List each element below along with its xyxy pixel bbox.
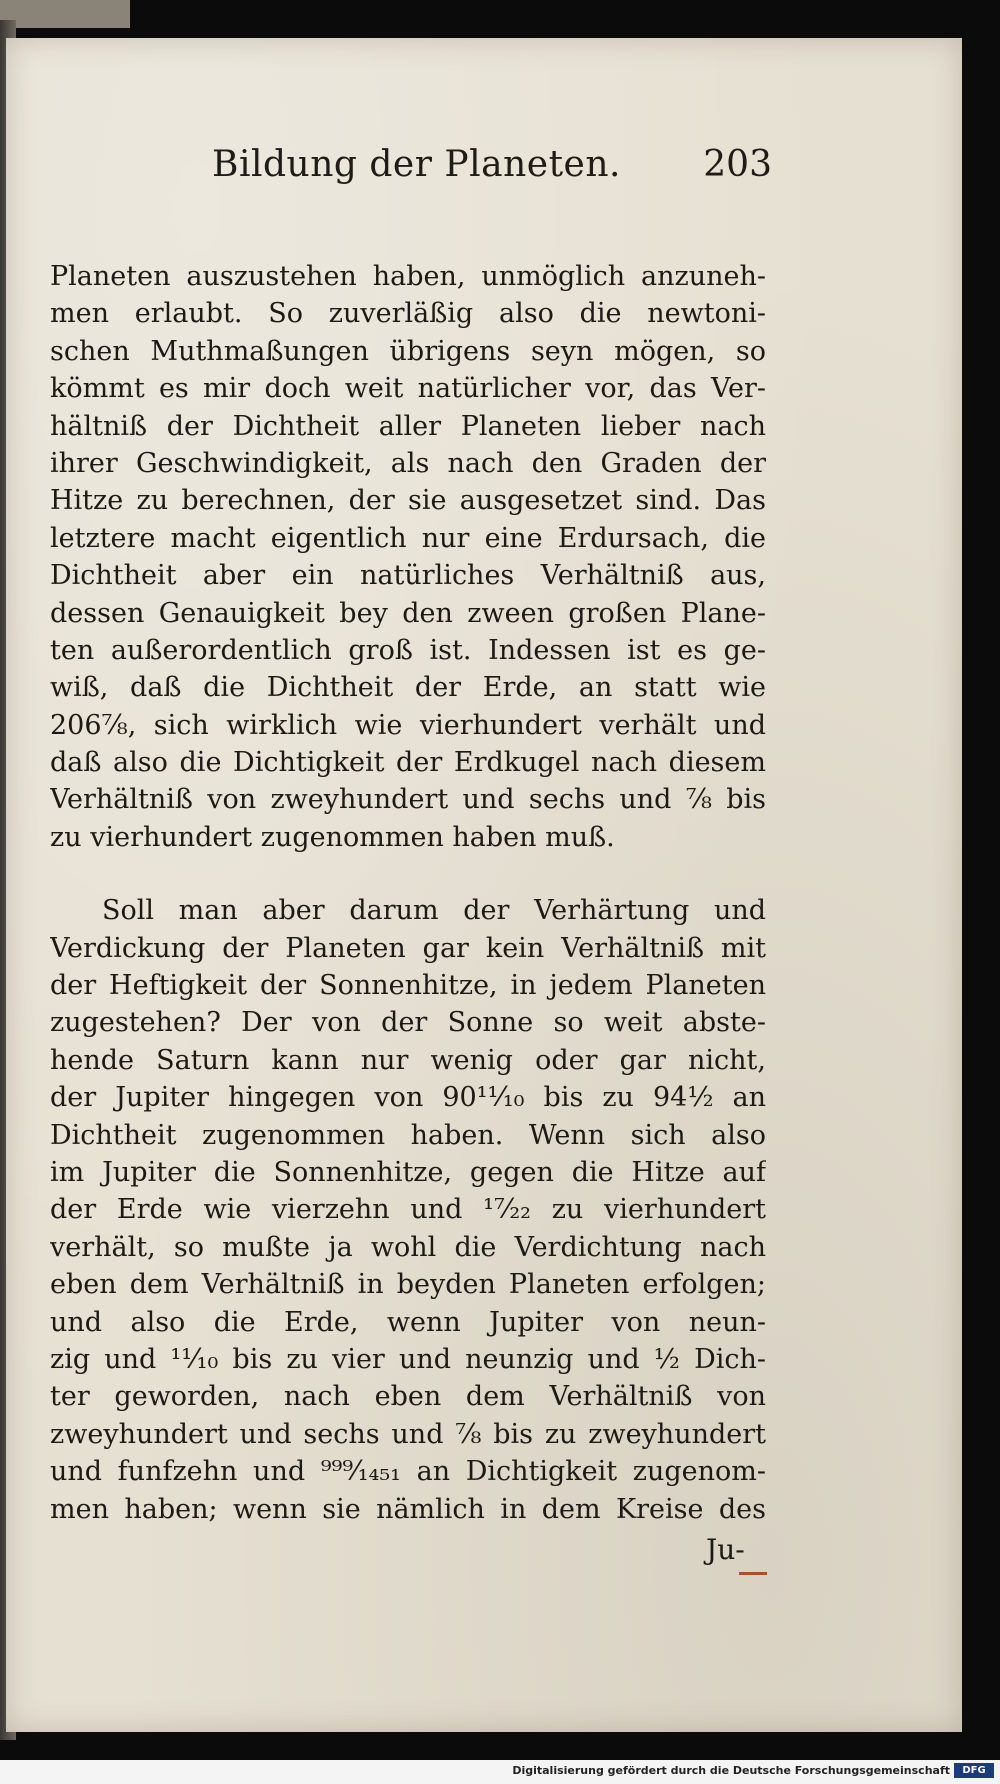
- text-line: Soll man aber darum der Verhärtung und: [102, 895, 766, 927]
- paragraph-2: [50, 892, 766, 1528]
- text-line: Verhältniß von zweyhundert und sechs und ⅞ bis: [50, 784, 766, 816]
- text-line: zu vierhundert zugenommen haben muß.: [50, 821, 615, 853]
- digitization-credit: Digitalisierung gefördert durch die Deutsche Forschungsgemeinschaft: [512, 1764, 950, 1777]
- text-line: hältniß der Dichtheit aller Planeten lieber nach: [50, 410, 766, 442]
- text-line: im Jupiter die Sonnenhitze, gegen die Hitze auf: [50, 1156, 766, 1188]
- text-line: der Heftigkeit der Sonnenhitze, in jedem Planeten: [50, 970, 766, 1002]
- text-line: eben dem Verhältniß in beyden Planeten erfolgen;: [50, 1269, 766, 1301]
- page-header: [212, 144, 772, 204]
- catchword: Ju-: [706, 1533, 745, 1566]
- text-line: verhält, so mußte ja wohl die Verdichtung nach: [50, 1231, 766, 1263]
- text-line: zig und ¹¹⁄₁₀ bis zu vier und neunzig und ½ Dich-: [50, 1343, 766, 1375]
- text-line: ten außerordentlich groß ist. Indessen ist es ge-: [50, 634, 766, 666]
- text-line: ihrer Geschwindigkeit, als nach den Graden der: [50, 447, 766, 479]
- paragraph-1: [50, 258, 766, 856]
- text-line: der Jupiter hingegen von 90¹¹⁄₁₀ bis zu 94½ an: [50, 1082, 766, 1114]
- text-line: Planeten auszustehen haben, unmöglich anzuneh-: [50, 261, 766, 292]
- running-title: Bildung der Planeten.: [212, 144, 621, 185]
- text-line: schen Muthmaßungen übrigens seyn mögen, so: [50, 335, 766, 367]
- text-line: hende Saturn kann nur wenig oder gar nicht,: [50, 1044, 766, 1076]
- text-line: daß also die Dichtigkeit der Erdkugel nach diesem: [50, 747, 766, 779]
- text-line: Dichtheit zugenommen haben. Wenn sich also: [50, 1119, 766, 1151]
- text-line: 206⅞, sich wirklich wie vierhundert verhält und: [50, 709, 766, 741]
- book-page: [6, 38, 962, 1732]
- text-line: und funfzehn und ⁹⁹⁹⁄₁₄₅₁ an Dichtigkeit zugenom-: [50, 1456, 766, 1488]
- text-line: ter geworden, nach eben dem Verhältniß von: [50, 1381, 766, 1413]
- text-line: zugestehen? Der von der Sonne so weit abste-: [50, 1007, 766, 1039]
- text-line: dessen Genauigkeit bey den zween großen Plane-: [50, 597, 766, 629]
- book-edge: [0, 0, 130, 28]
- text-line: wiß, daß die Dichtheit der Erde, an statt wie: [50, 672, 766, 704]
- text-line: Verdickung der Planeten gar kein Verhältniß mit: [50, 932, 766, 964]
- text-line: der Erde wie vierzehn und ¹⁷⁄₂₂ zu vierhundert: [50, 1194, 766, 1226]
- text-line: men erlaubt. So zuverläßig also die newtoni-: [50, 298, 766, 330]
- page-number: 203: [703, 144, 772, 185]
- paragraph-gap: [50, 856, 766, 892]
- text-line: zweyhundert und sechs und ⅞ bis zu zweyhundert: [50, 1418, 766, 1450]
- body-text: [50, 258, 766, 1528]
- text-line: Dichtheit aber ein natürliches Verhältniß aus,: [50, 560, 766, 592]
- dfg-logo-icon: DFG: [954, 1763, 994, 1778]
- text-line: kömmt es mir doch weit natürlicher vor, das Ver-: [50, 373, 766, 405]
- text-line: und also die Erde, wenn Jupiter von neun-: [50, 1306, 766, 1338]
- text-line: men haben; wenn sie nämlich in dem Kreise des: [50, 1493, 766, 1525]
- text-line: Hitze zu berechnen, der sie ausgesetzet sind. Das: [50, 485, 766, 517]
- text-line: letztere macht eigentlich nur eine Erdursach, die: [50, 522, 766, 554]
- ink-mark: [739, 1572, 767, 1575]
